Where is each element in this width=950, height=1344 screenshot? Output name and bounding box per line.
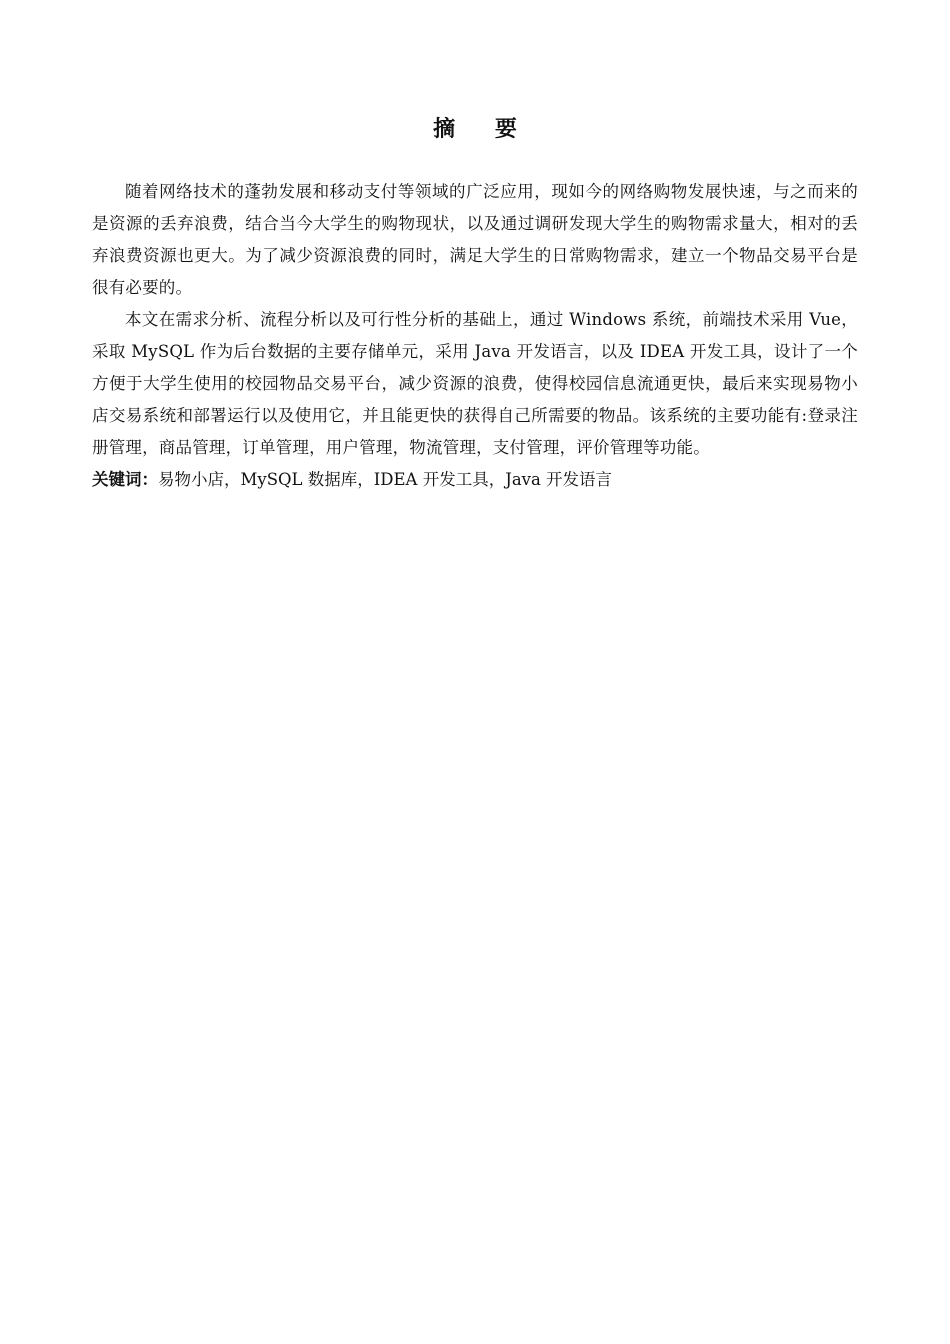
keywords-label: 关键词： <box>92 470 158 489</box>
abstract-body <box>92 176 858 496</box>
page-title: 摘 要 <box>433 117 533 142</box>
abstract-paragraph-2: 本文在需求分析、流程分析以及可行性分析的基础上，通过 Windows 系统，前端技术采用 Vue，采取 MySQL 作为后台数据的主要存储单元，采用 Java 开发语言，以及 IDEA 开发工具，设计了一个方便于大学生使用的校园物品交易平台，减少资源的浪费，使得校园信息流通更快，最后来实现易物小店交易系统和部署运行以及使用它，并且能更快的获得自己所需要的物品。该系统的主要功能有:登录注册管理，商品管理，订单管理，用户管理，物流管理，支付管理，评价管理等功能。 <box>92 310 858 457</box>
keywords-line <box>92 464 858 496</box>
abstract-paragraph-1: 随着网络技术的蓬勃发展和移动支付等领域的广泛应用，现如今的网络购物发展快速，与之而来的是资源的丢弃浪费，结合当今大学生的购物现状，以及通过调研发现大学生的购物需求量大，相对的丢弃浪费资源也更大。为了减少资源浪费的同时，满足大学生的日常购物需求，建立一个物品交易平台是很有必要的。 <box>92 182 858 297</box>
keywords-text: 易物小店，MySQL 数据库，IDEA 开发工具，Java 开发语言 <box>158 470 613 489</box>
